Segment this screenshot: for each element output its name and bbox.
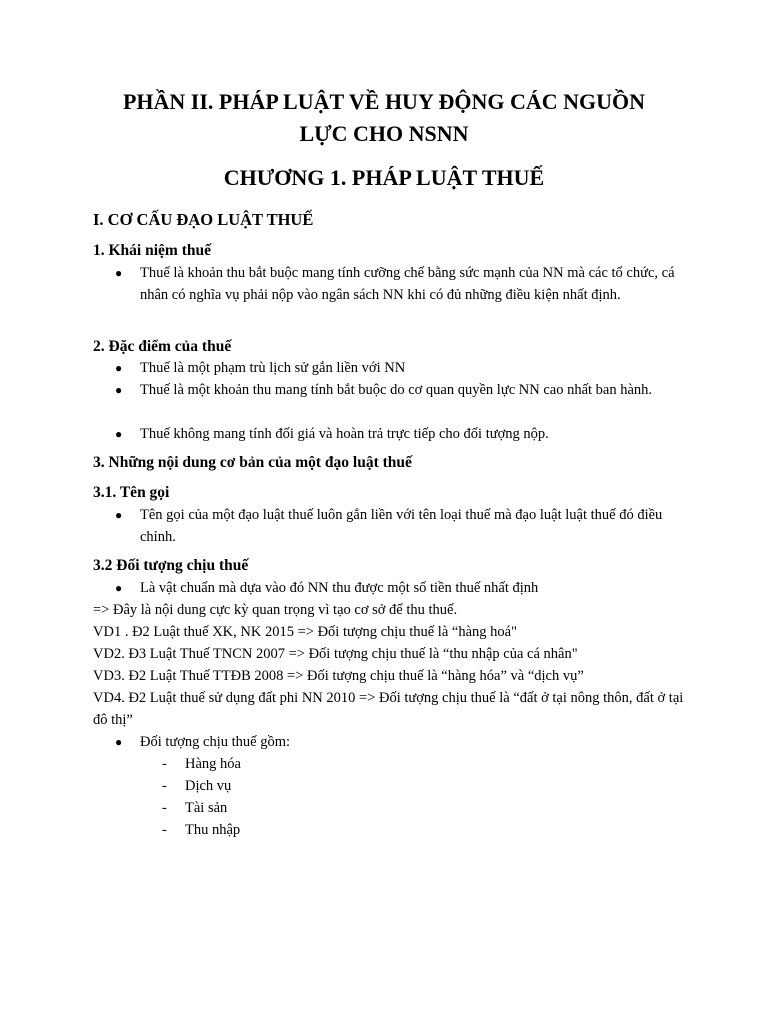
bullet-text: Tên gọi của một đạo luật thuế luôn gắn liền với tên loại thuế mà đạo luật luật thuế đó điều chỉnh. — [140, 507, 663, 545]
bullet-item — [115, 262, 685, 306]
bullet-icon: ● — [115, 581, 123, 595]
dash-list-item — [162, 819, 240, 841]
bullet-text: Thuế là khoản thu bắt buộc mang tính cưỡng chế bằng sức mạnh của NN mà các tổ chức, cá nhân có nghĩa vụ phải nộp vào ngân sách NN khi có đủ những điều kiện nhất định. — [140, 265, 675, 303]
bullet-item — [115, 357, 685, 379]
bullet-icon: ● — [115, 735, 123, 749]
part-title-line-1: PHẦN II. PHÁP LUẬT VỀ HUY ĐỘNG CÁC NGUỒN — [122, 89, 646, 114]
bullet-icon: ● — [115, 427, 123, 441]
part-title-line-2: LỰC CHO NSNN — [299, 121, 469, 146]
bullet-item — [115, 731, 685, 753]
heading-khai-niem-thue: 1. Khái niệm thuế — [93, 242, 211, 259]
heading-dac-diem-thue: 2. Đặc điểm của thuế — [93, 338, 232, 355]
bullet-text: Thuế là một khoản thu mang tính bắt buộc do cơ quan quyền lực NN cao nhất ban hành. — [140, 382, 653, 398]
bullet-item — [115, 504, 685, 548]
bullet-item — [115, 577, 685, 599]
dash-marker: - — [162, 800, 167, 816]
dash-item-text: Dịch vụ — [185, 778, 232, 794]
bullet-icon: ● — [115, 361, 123, 375]
dash-list-item — [162, 797, 227, 819]
dash-marker: - — [162, 778, 167, 794]
example-line: VD3. Đ2 Luật Thuế TTĐB 2008 => Đối tượng chịu thuế là “hàng hóa” và “dịch vụ” — [93, 668, 584, 684]
chapter-title: CHƯƠNG 1. PHÁP LUẬT THUẾ — [223, 165, 545, 190]
example-line: VD4. Đ2 Luật thuế sử dụng đất phi NN 2010 => Đối tượng chịu thuế là “đất ở tại nông thôn, đất ở tại đô thị” — [93, 690, 684, 728]
bullet-icon: ● — [115, 508, 123, 522]
dash-item-text: Thu nhập — [185, 822, 241, 838]
bullet-text: Là vật chuẩn mà dựa vào đó NN thu được một số tiền thuế nhất định — [140, 580, 539, 596]
dash-item-text: Tài sản — [185, 800, 228, 816]
note-paragraph: => Đây là nội dung cực kỳ quan trọng vì tạo cơ sở để thu thuế. — [93, 602, 458, 618]
bullet-text: Thuế là một phạm trù lịch sử gắn liền với NN — [140, 360, 406, 376]
bullet-item — [115, 423, 685, 445]
section-heading-i: I. CƠ CẤU ĐẠO LUẬT THUẾ — [93, 210, 314, 229]
dash-item-text: Hàng hóa — [185, 756, 241, 772]
bullet-text: Đối tượng chịu thuế gồm: — [140, 734, 291, 750]
dash-marker: - — [162, 822, 167, 838]
heading-doi-tuong-chiu-thue: 3.2 Đối tượng chịu thuế — [93, 557, 249, 574]
part-title — [0, 86, 768, 150]
bullet-icon: ● — [115, 266, 123, 280]
dash-marker: - — [162, 756, 167, 772]
dash-list-item — [162, 753, 241, 775]
bullet-icon: ● — [115, 383, 123, 397]
heading-noi-dung-co-ban: 3. Những nội dung cơ bản của một đạo luật thuế — [93, 454, 412, 471]
heading-ten-goi: 3.1. Tên gọi — [93, 484, 170, 501]
bullet-text: Thuế không mang tính đối giá và hoàn trả trực tiếp cho đối tượng nộp. — [140, 426, 549, 442]
bullet-item — [115, 379, 685, 401]
example-line: VD1 . Đ2 Luật thuế XK, NK 2015 => Đối tượng chịu thuế là “hàng hoá" — [93, 624, 517, 640]
example-line: VD2. Đ3 Luật Thuế TNCN 2007 => Đối tượng chịu thuế là “thu nhập của cá nhân" — [93, 646, 578, 662]
dash-list-item — [162, 775, 231, 797]
